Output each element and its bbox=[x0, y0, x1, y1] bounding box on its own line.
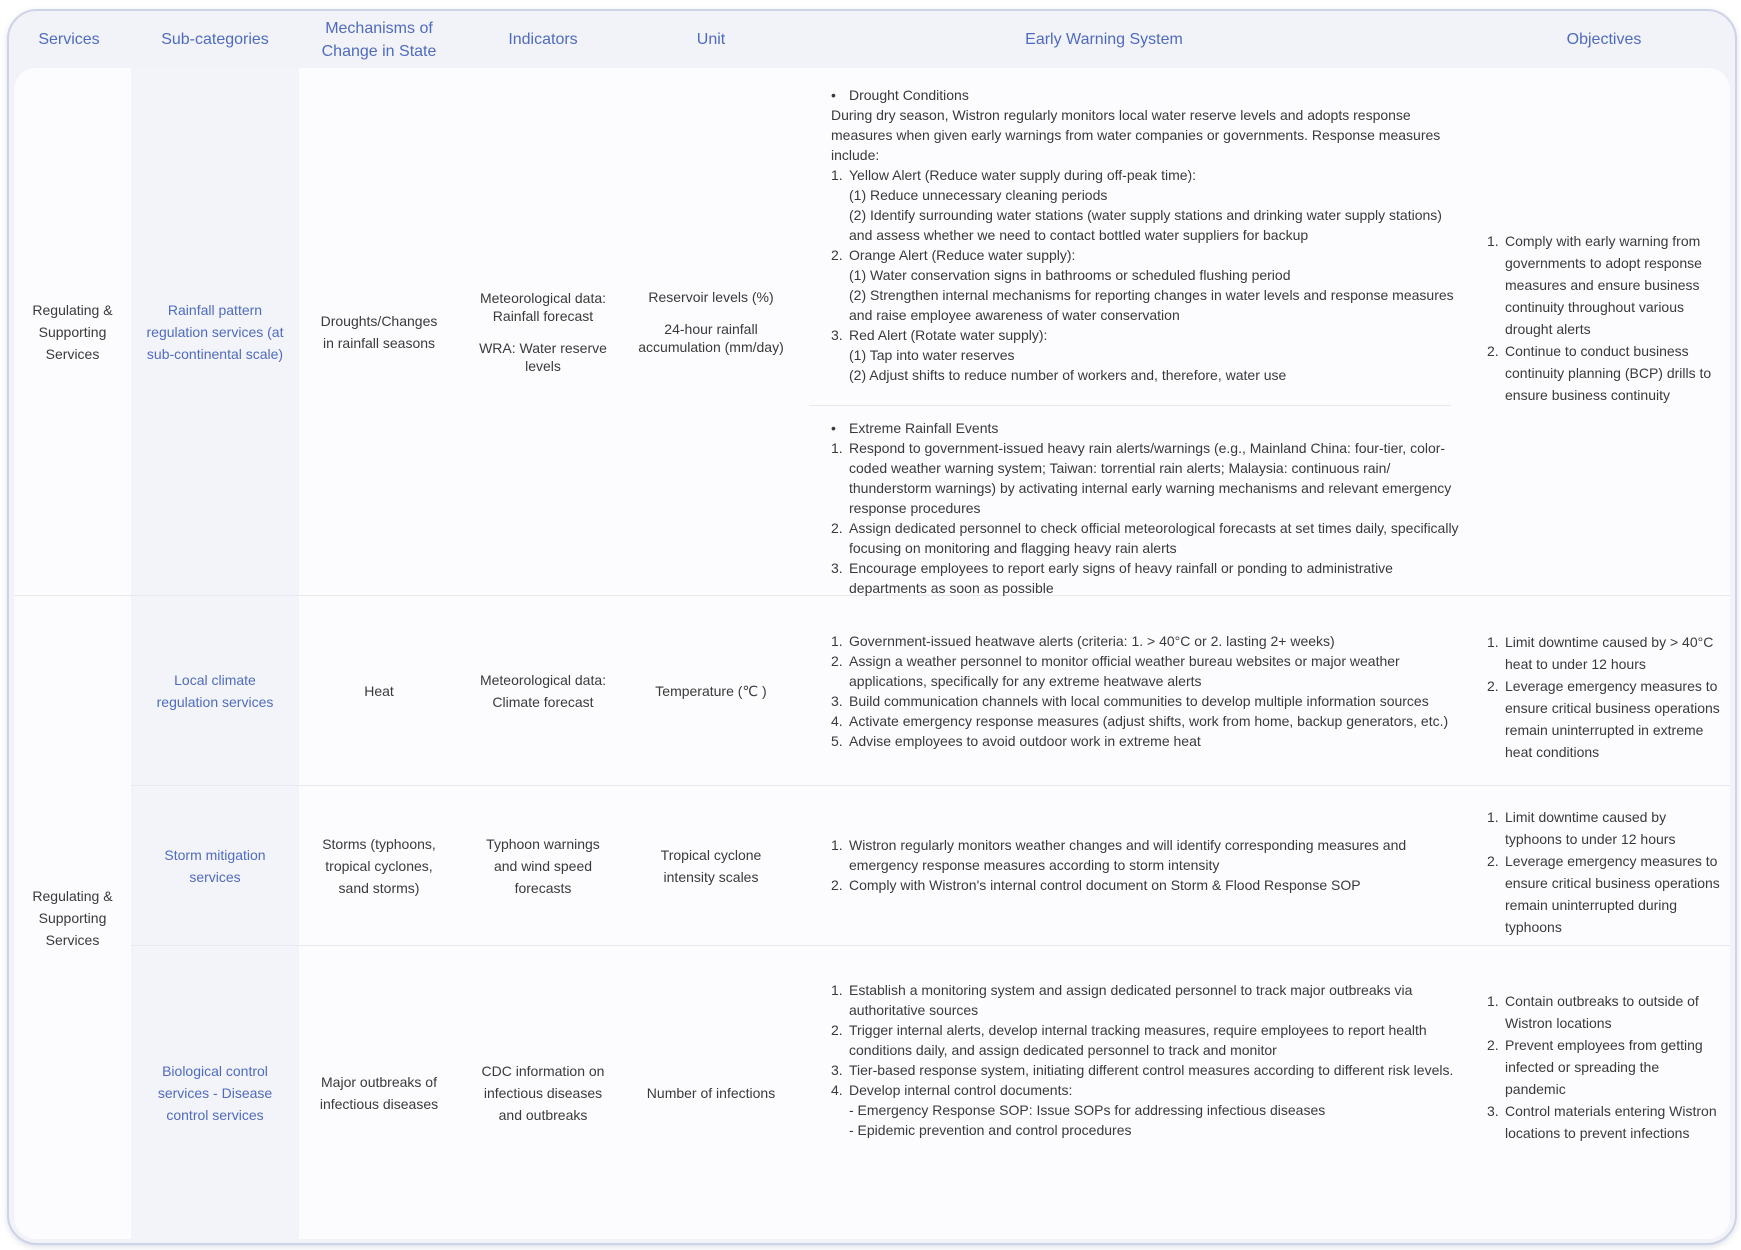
list-number: 3. bbox=[831, 1062, 843, 1078]
table-frame bbox=[7, 9, 1737, 1245]
service-text: Regulating & Supporting Services bbox=[32, 301, 113, 362]
unit-cell bbox=[627, 786, 795, 945]
list-text: Advise employees to avoid outdoor work in extreme heat bbox=[849, 733, 1201, 749]
list-number: 1. bbox=[1487, 634, 1499, 650]
indicator-cell bbox=[459, 946, 627, 1239]
list-text: Government-issued heatwave alerts (criteria: 1. > 40°C or 2. lasting 2+ weeks) bbox=[849, 633, 1335, 649]
mechanism-text: Storms (typhoons, tropical cyclones, sand storms) bbox=[322, 835, 436, 896]
ews-intro: During dry season, Wistron regularly monitors local water reserve levels and adopts response measures when given early warnings from water companies or governments. Response measures include: bbox=[831, 107, 1441, 163]
objectives-cell bbox=[1487, 230, 1712, 406]
header-services: Services bbox=[38, 31, 100, 48]
list-number: 3. bbox=[831, 560, 843, 576]
unit-text: 24-hour rainfall accumulation (mm/day) bbox=[638, 320, 784, 355]
ews-extreme-rainfall bbox=[831, 418, 1466, 598]
header-objectives: Objectives bbox=[1566, 31, 1642, 48]
list-text: Assign a weather personnel to monitor official weather bureau websites or major weather applications, specifically for any extreme heatwave alerts bbox=[849, 653, 1400, 689]
list-item bbox=[831, 731, 1461, 751]
bullet-marker: • bbox=[831, 87, 836, 103]
list-text: Develop internal control documents: bbox=[849, 1082, 1073, 1098]
unit-text: Number of infections bbox=[646, 1084, 776, 1101]
sub-item: - Emergency Response SOP: Issue SOPs for addressing infectious diseases bbox=[849, 1102, 1326, 1118]
ews-divider bbox=[809, 405, 1451, 406]
list-item bbox=[1487, 990, 1717, 1034]
objectives-cell bbox=[1487, 806, 1722, 938]
table-header bbox=[9, 11, 1735, 68]
list-item bbox=[831, 438, 1466, 518]
list-number: 1. bbox=[831, 982, 843, 998]
sub-item: (2) Adjust shifts to reduce number of workers and, therefore, water use bbox=[849, 367, 1287, 383]
list-number: 2. bbox=[831, 877, 843, 893]
sub-item: - Epidemic prevention and control procedures bbox=[849, 1122, 1132, 1138]
list-text: Comply with Wistron's internal control document on Storm & Flood Response SOP bbox=[849, 877, 1361, 893]
list-text: Comply with early warning from governments to adopt response measures and ensure business continuity throughout various drought alerts bbox=[1505, 233, 1702, 337]
list-text: Respond to government-issued heavy rain alerts/warnings (e.g., Mainland China: four-tier, color-coded weather warning system; Taiwan: torrential rain alerts; Malaysia: continuous rain/ thunderstorm warnings) by activating internal early warning mechanisms and relevant emergency response procedures bbox=[849, 440, 1452, 516]
unit-text: Reservoir levels (%) bbox=[648, 288, 774, 305]
list-number: 1. bbox=[1487, 809, 1499, 825]
service-text: Regulating & Supporting Services bbox=[32, 887, 113, 948]
mechanism-cell bbox=[299, 786, 459, 945]
sub-item: (2) Strengthen internal mechanisms for reporting changes in water levels and response measures and raise employee awareness of water conservation bbox=[849, 287, 1454, 323]
list-item bbox=[831, 245, 1466, 265]
mechanism-text: Heat bbox=[364, 682, 394, 699]
list-number: 3. bbox=[1487, 1103, 1499, 1119]
header-mechanisms: Mechanisms of Change in State bbox=[321, 19, 437, 60]
list-number: 2. bbox=[831, 520, 843, 536]
header-unit: Unit bbox=[696, 31, 726, 48]
list-text: Control materials entering Wistron locations to prevent infections bbox=[1505, 1103, 1717, 1141]
list-item bbox=[1487, 631, 1722, 675]
list-number: 2. bbox=[831, 1022, 843, 1038]
subcategory-text: Storm mitigation services bbox=[164, 846, 266, 885]
list-item bbox=[1487, 230, 1712, 340]
list-item bbox=[831, 85, 1466, 105]
mechanism-text: Major outbreaks of infectious diseases bbox=[319, 1073, 439, 1112]
subcategory-cell bbox=[131, 786, 299, 945]
list-number: 1. bbox=[831, 167, 843, 183]
list-text: Prevent employees from getting infected or spreading the pandemic bbox=[1505, 1037, 1703, 1097]
indicator-text: Meteorological data: Rainfall forecast bbox=[479, 289, 607, 324]
list-text: Continue to conduct business continuity planning (BCP) drills to ensure business continuity bbox=[1505, 343, 1712, 403]
list-item bbox=[1487, 675, 1722, 763]
service-cell bbox=[14, 68, 131, 595]
mechanism-text: Droughts/Changes in rainfall seasons bbox=[320, 312, 438, 351]
indicator-text: CDC information on infectious diseases and outbreaks bbox=[481, 1062, 605, 1123]
list-text: Leverage emergency measures to ensure critical business operations remain uninterrupted in extreme heat conditions bbox=[1505, 678, 1720, 760]
ews-heat bbox=[831, 631, 1461, 751]
sub-item: (2) Identify surrounding water stations (water supply stations and drinking water supply stations) and assess whether we need to contact bottled water suppliers for backup bbox=[849, 207, 1442, 243]
table-body bbox=[14, 68, 1730, 1239]
list-item bbox=[1487, 806, 1722, 850]
list-text: Establish a monitoring system and assign dedicated personnel to track major outbreaks via authoritative sources bbox=[849, 982, 1413, 1018]
list-text: Leverage emergency measures to ensure critical business operations remain uninterrupted during typhoons bbox=[1505, 853, 1720, 935]
list-text: Wistron regularly monitors weather changes and will identify corresponding measures and emergency response measures according to storm intensity bbox=[849, 837, 1407, 873]
mechanism-cell bbox=[299, 946, 459, 1239]
list-text: Yellow Alert (Reduce water supply during off-peak time): bbox=[849, 167, 1197, 183]
list-text: Activate emergency response measures (adjust shifts, work from home, backup generators, etc.) bbox=[849, 713, 1449, 729]
list-number: 2. bbox=[831, 247, 843, 263]
list-number: 1. bbox=[831, 440, 843, 456]
list-text: Trigger internal alerts, develop internal tracking measures, require employees to report health conditions daily, and assign dedicated personnel to track and monitor bbox=[849, 1022, 1427, 1058]
list-number: 3. bbox=[831, 327, 843, 343]
list-text: Build communication channels with local communities to develop multiple information sources bbox=[849, 693, 1429, 709]
list-number: 2. bbox=[1487, 343, 1499, 359]
indicator-cell bbox=[459, 68, 627, 595]
indicator-cell bbox=[459, 786, 627, 945]
list-item bbox=[831, 631, 1461, 651]
list-item bbox=[1487, 340, 1712, 406]
service-cell bbox=[14, 596, 131, 1239]
list-item bbox=[831, 558, 1466, 598]
list-text: Assign dedicated personnel to check official meteorological forecasts at set times daily, specifically focusing on monitoring and flagging heavy rain alerts bbox=[849, 520, 1459, 556]
list-item bbox=[831, 691, 1461, 711]
list-item bbox=[1487, 1100, 1717, 1144]
subcategory-text: Rainfall pattern regulation services (at sub-continental scale) bbox=[146, 301, 284, 362]
unit-text: Tropical cyclone intensity scales bbox=[660, 846, 762, 885]
indicator-text: Meteorological data: Climate forecast bbox=[479, 671, 607, 710]
list-number: 2. bbox=[1487, 853, 1499, 869]
list-item bbox=[831, 1060, 1461, 1080]
unit-cell bbox=[627, 68, 795, 595]
list-item bbox=[831, 1020, 1461, 1060]
unit-cell bbox=[627, 946, 795, 1239]
subcategory-text: Biological control services - Disease control services bbox=[157, 1062, 273, 1123]
list-item bbox=[831, 418, 1466, 438]
list-number: 1. bbox=[1487, 993, 1499, 1009]
list-number: 2. bbox=[1487, 678, 1499, 694]
list-item bbox=[831, 875, 1461, 895]
sub-item: (1) Tap into water reserves bbox=[849, 347, 1015, 363]
list-number: 1. bbox=[831, 633, 843, 649]
ews-disease bbox=[831, 980, 1461, 1140]
list-number: 2. bbox=[1487, 1037, 1499, 1053]
objectives-cell bbox=[1487, 990, 1717, 1144]
subcategory-cell bbox=[131, 596, 299, 785]
list-number: 1. bbox=[831, 837, 843, 853]
mechanism-cell bbox=[299, 68, 459, 595]
list-text: Limit downtime caused by typhoons to under 12 hours bbox=[1505, 809, 1676, 847]
indicator-text: WRA: Water reserve levels bbox=[479, 339, 607, 374]
list-number: 3. bbox=[831, 693, 843, 709]
list-number: 5. bbox=[831, 733, 843, 749]
list-item bbox=[1487, 1034, 1717, 1100]
list-number: 4. bbox=[831, 713, 843, 729]
subcategory-cell bbox=[131, 68, 299, 595]
ews-title: Extreme Rainfall Events bbox=[849, 420, 999, 436]
list-text: Red Alert (Rotate water supply): bbox=[849, 327, 1048, 343]
objectives-cell bbox=[1487, 631, 1722, 763]
header-early-warning-system: Early Warning System bbox=[1025, 31, 1183, 48]
subcategory-cell bbox=[131, 946, 299, 1239]
sub-item: (1) Reduce unnecessary cleaning periods bbox=[849, 187, 1108, 203]
list-item bbox=[831, 711, 1461, 731]
list-text: Encourage employees to report early signs of heavy rainfall or ponding to administrative departments as soon as possible bbox=[849, 560, 1393, 596]
list-text: Limit downtime caused by > 40°C heat to under 12 hours bbox=[1505, 634, 1714, 672]
list-item bbox=[831, 651, 1461, 691]
header-subcategories: Sub-categories bbox=[161, 31, 269, 48]
ews-storm bbox=[831, 835, 1461, 895]
list-item bbox=[831, 835, 1461, 875]
mechanism-cell bbox=[299, 596, 459, 785]
list-item bbox=[831, 325, 1466, 345]
bullet-marker: • bbox=[831, 420, 836, 436]
indicator-cell bbox=[459, 596, 627, 785]
subcategory-text: Local climate regulation services bbox=[156, 671, 274, 710]
list-number: 1. bbox=[1487, 233, 1499, 249]
list-item bbox=[831, 518, 1466, 558]
header-indicators: Indicators bbox=[508, 31, 578, 48]
unit-cell bbox=[627, 596, 795, 785]
list-number: 4. bbox=[831, 1082, 843, 1098]
list-item bbox=[831, 980, 1461, 1020]
indicator-text: Typhoon warnings and wind speed forecasts bbox=[486, 835, 600, 896]
ews-title: Drought Conditions bbox=[849, 87, 969, 103]
list-item bbox=[831, 1080, 1461, 1100]
ews-drought bbox=[831, 85, 1466, 385]
list-text: Orange Alert (Reduce water supply): bbox=[849, 247, 1076, 263]
list-item bbox=[1487, 850, 1722, 938]
list-number: 2. bbox=[831, 653, 843, 669]
list-text: Contain outbreaks to outside of Wistron locations bbox=[1505, 993, 1699, 1031]
list-text: Tier-based response system, initiating different control measures according to different risk levels. bbox=[849, 1062, 1454, 1078]
unit-text: Temperature (℃ ) bbox=[655, 682, 767, 699]
list-item bbox=[831, 165, 1466, 185]
sub-item: (1) Water conservation signs in bathrooms or scheduled flushing period bbox=[849, 267, 1291, 283]
